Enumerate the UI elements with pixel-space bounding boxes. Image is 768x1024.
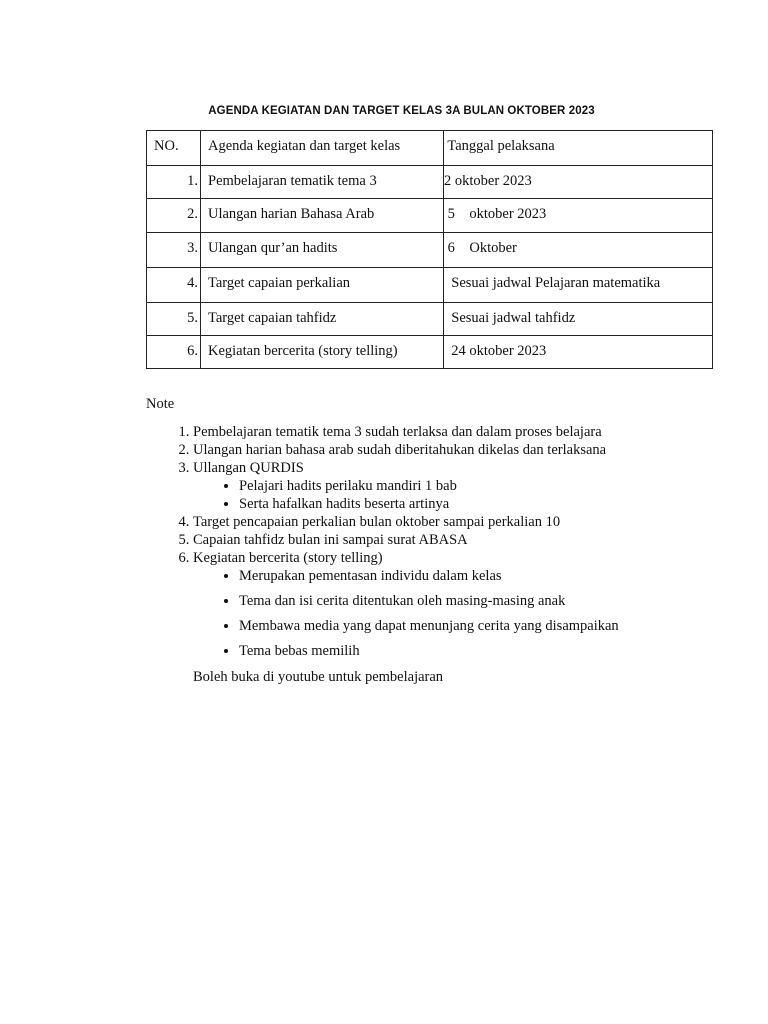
note-text: Kegiatan bercerita (story telling) <box>193 550 383 566</box>
list-item <box>193 513 768 531</box>
row-no: 3. <box>147 233 201 268</box>
table-row <box>147 233 713 268</box>
row-date: 6 Oktober <box>444 233 713 268</box>
note-text: Capaian tahfidz bulan ini sampai surat ABASA <box>193 532 468 548</box>
list-item <box>193 441 768 459</box>
row-no: 6. <box>147 336 201 369</box>
notes-list <box>146 423 768 667</box>
row-agenda: Kegiatan bercerita (story telling) <box>201 336 444 369</box>
row-no: 4. <box>147 268 201 303</box>
table-row <box>147 199 713 233</box>
row-date: 2 oktober 2023 <box>444 166 713 199</box>
note-text: Ullangan QURDIS <box>193 460 304 476</box>
row-date: Sesuai jadwal Pelajaran matematika <box>444 268 713 303</box>
bullet-item: • Tema bebas memilih <box>239 642 768 660</box>
bullet-item: • Merupakan pementasan individu dalam kelas <box>239 567 768 585</box>
table-row <box>147 303 713 336</box>
bullet-item: • Tema dan isi cerita ditentukan oleh masing-masing anak <box>239 592 768 610</box>
row-no: 2. <box>147 199 201 233</box>
bullet-item: • Serta hafalkan hadits beserta artinya <box>239 495 768 513</box>
list-item <box>193 459 768 513</box>
row-agenda: Target capaian tahfidz <box>201 303 444 336</box>
row-date: 5 oktober 2023 <box>444 199 713 233</box>
row-agenda: Pembelajaran tematik tema 3 <box>201 166 444 199</box>
list-item <box>193 549 768 660</box>
list-item <box>193 423 768 441</box>
note-text: Pembelajaran tematik tema 3 sudah terlaksa dan dalam proses belajara <box>193 424 602 440</box>
row-agenda: Target capaian perkalian <box>201 268 444 303</box>
bullet-item: • Pelajari hadits perilaku mandiri 1 bab <box>239 477 768 495</box>
table-row <box>147 268 713 303</box>
bullet-item: • Membawa media yang dapat menunjang cerita yang disampaikan <box>239 617 768 635</box>
header-date: Tanggal pelaksana <box>444 131 713 166</box>
closing-text: Boleh buka di youtube untuk pembelajaran <box>193 669 444 685</box>
list-item <box>193 531 768 549</box>
table-row <box>147 166 713 199</box>
row-date: Sesuai jadwal tahfidz <box>444 303 713 336</box>
row-agenda: Ulangan qur’an hadits <box>201 233 444 268</box>
row-date: 24 oktober 2023 <box>444 336 713 369</box>
document-title: AGENDA KEGIATAN DAN TARGET KELAS 3A BULAN OKTOBER 2023 <box>208 105 595 117</box>
table-header-row <box>147 131 713 166</box>
header-agenda: Agenda kegiatan dan target kelas <box>201 131 444 166</box>
row-no: 5. <box>147 303 201 336</box>
note-label: Note <box>146 396 175 412</box>
sub-bullet-list <box>193 567 768 660</box>
row-no: 1. <box>147 166 201 199</box>
agenda-table <box>146 130 713 369</box>
note-text: Ulangan harian bahasa arab sudah diberitahukan dikelas dan terlaksana <box>193 442 607 458</box>
table-row <box>147 336 713 369</box>
note-text: Target pencapaian perkalian bulan oktober sampai perkalian 10 <box>193 514 561 530</box>
row-agenda: Ulangan harian Bahasa Arab <box>201 199 444 233</box>
header-no: NO. <box>147 131 201 166</box>
sub-bullet-list <box>193 477 768 513</box>
